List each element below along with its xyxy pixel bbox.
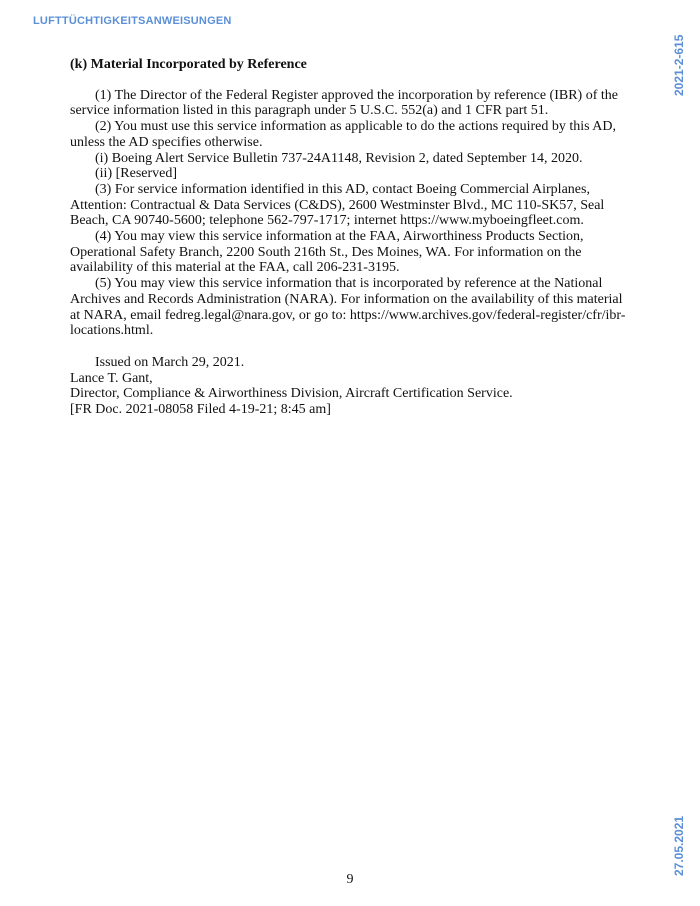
page-header-title: LUFTTÜCHTIGKEITSANWEISUNGEN [33, 15, 232, 27]
paragraph-3: (3) For service information identified in this AD, contact Boeing Commercial Airplanes, Attention: Contractual & Data Services (C&DS), 2600 Westminster Blvd., MC 110-SK57, Seal Beach, CA 90740-5600; telephone 562-797-1717; internet https://www.myboeingfleet.com. [70, 181, 605, 229]
page-number: 9 [346, 872, 354, 887]
side-document-id: 2021-2-615 [672, 34, 686, 96]
document-body [70, 57, 630, 418]
paragraph-1: (1) The Director of the Federal Register approved the incorporation by reference (IBR) of the service information listed in this paragraph under 5 U.S.C. 552(a) and 1 CFR part 51. [70, 87, 618, 119]
fr-doc-reference: [FR Doc. 2021-08058 Filed 4-19-21; 8:45 am] [70, 402, 331, 418]
paragraph-4: (4) You may view this service information at the FAA, Airworthiness Products Section, Operational Safety Branch, 2200 South 216th St., Des Moines, WA. For information on the availability of this material at the FAA, call 206-231-3195. [70, 229, 584, 276]
paragraph-2: (2) You must use this service information as applicable to do the actions required by this AD, unless the AD specifies otherwise. [70, 119, 617, 150]
paragraph-2-ii: (ii) [Reserved] [95, 166, 178, 182]
paragraph-2-i: (i) Boeing Alert Service Bulletin 737-24A1148, Revision 2, dated September 14, 2020. [95, 150, 583, 166]
section-heading: (k) Material Incorporated by Reference [70, 57, 307, 72]
side-date: 27.05.2021 [672, 815, 686, 876]
issued-date: Issued on March 29, 2021. [95, 354, 245, 370]
paragraph-5: (5) You may view this service information that is incorporated by reference at the National Archives and Records Administration (NARA). For information on the availability of this material at NARA, email fedreg.legal@nara.gov, or go to: https://www.archives.gov/federal-register/cfr/ibr-locations.html. [70, 276, 626, 339]
signature-block [70, 355, 630, 418]
signatory-name: Lance T. Gant, [70, 370, 153, 386]
signatory-title: Director, Compliance & Airworthiness Division, Aircraft Certification Service. [70, 386, 513, 402]
